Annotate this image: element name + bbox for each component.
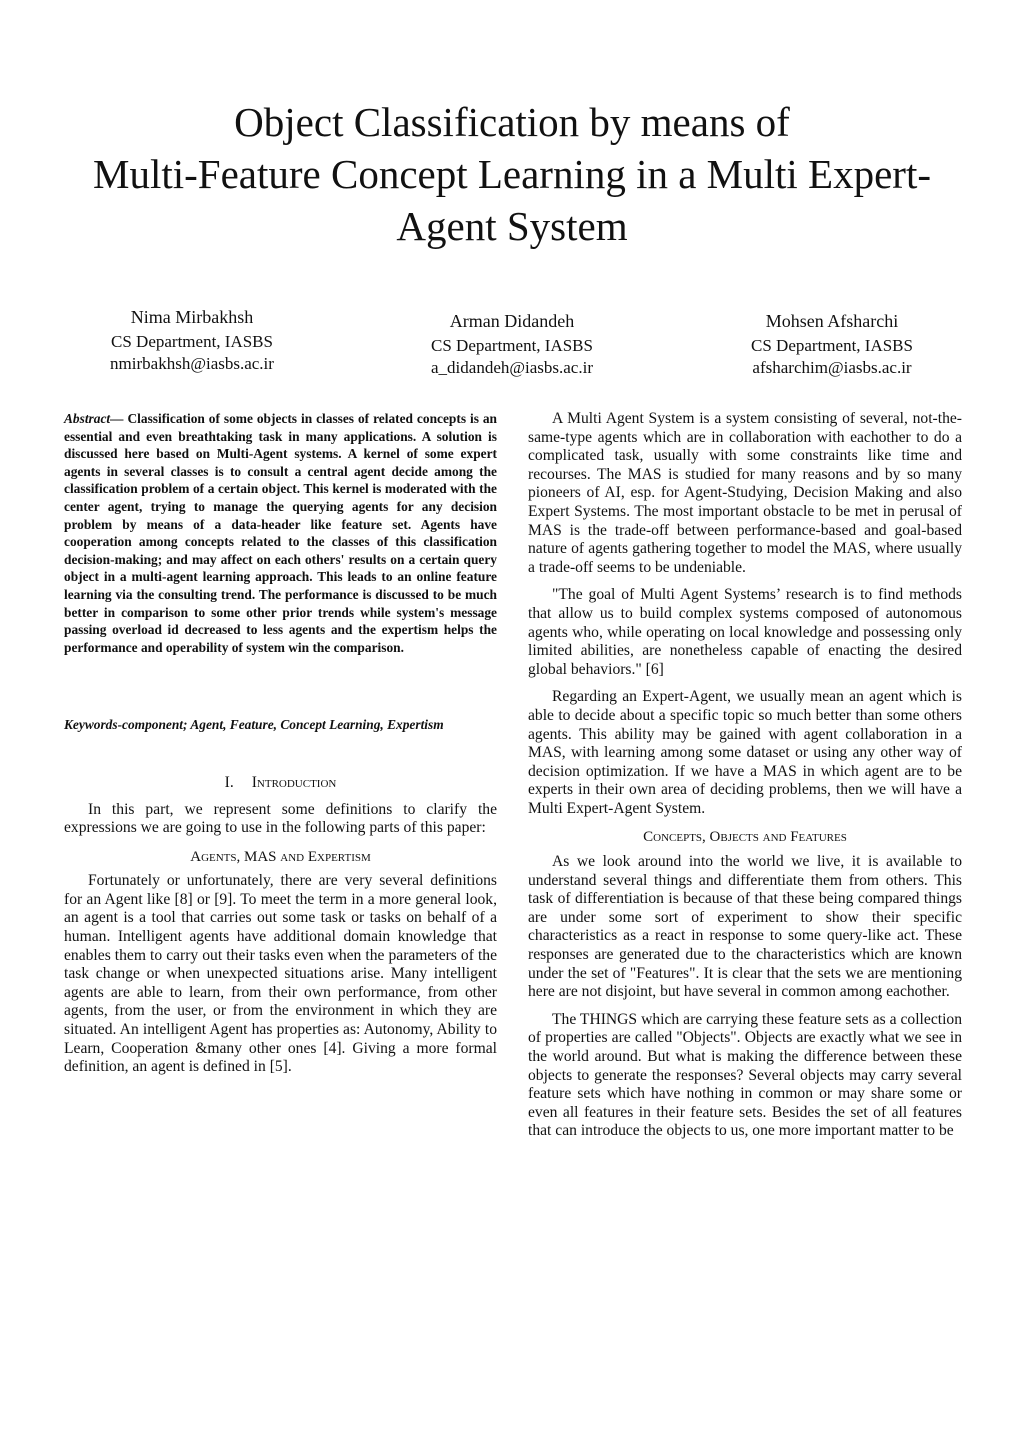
author-department: CS Department, IASBS — [751, 336, 913, 355]
author-name: Nima Mirbakhsh — [130, 307, 254, 327]
subsection-heading-agents: Agents, MAS and Expertism — [190, 848, 371, 865]
keywords: Keywords-component; Agent, Feature, Concept Learning, Expertism — [64, 717, 444, 733]
mas-quote-paragraph: "The goal of Multi Agent Systems’ research is to find methods that allow us to build complex systems composed of autonomous agents who, while operating on local knowledge and possessing only limited abilities, are nonetheless capable of enacting the desired global behaviors." [6] — [528, 586, 962, 678]
section-heading-introduction — [64, 774, 497, 793]
objects-paragraph: The THINGS which are carrying these feature sets as a collection of properties are called "Objects". Objects are exactly what we see in the world around. But what is making the difference between these objects to generate the responses? Several objects may carry several feature sets which have nothing in common or may share some or even all features in their feature sets. Besides the set of all features that can introduce the objects to us, one more important matter to be — [528, 1010, 962, 1140]
abstract — [64, 410, 497, 656]
author-block — [78, 306, 306, 375]
left-column — [64, 410, 497, 1086]
author-block — [718, 310, 946, 379]
title-line-2: Multi-Feature Concept Learning in a Multi Expert- — [93, 151, 931, 197]
author-email: a_didandeh@iasbs.ac.ir — [431, 358, 593, 377]
features-paragraph: As we look around into the world we live, it is available to understand several things and differentiate them from others. This task of differentiation is because of that these being compared things are under some sort of experiment to show their specific characteristics as a react in response to some query-like act. These responses are generated due to the characteristics which are known under the set of "Features". It is clear that the sets we are mentioning here are not disjoint, but have several in common among eachother. — [528, 853, 962, 1001]
author-name: Arman Didandeh — [449, 311, 575, 331]
abstract-label: Abstract— — [64, 411, 124, 426]
author-email: nmirbakhsh@iasbs.ac.ir — [110, 354, 274, 373]
right-column — [528, 410, 962, 1150]
agents-paragraph: Fortunately or unfortunately, there are very several definitions for an Agent like [8] or [9]. To meet the term in a more general look, an agent is a tool that carries out some task or tasks on behalf of a human. Intelligent agents have additional domain knowledge that enables them to carry out their tasks even when the parameters of the task change or when unexpected situations arise. Many intelligent agents are able to learn, from their own performance, from other agents, from the user, or from the environment in which they are situated. An intelligent Agent has properties as: Autonomy, Ability to Learn, Cooperation &many other ones [4]. Giving a more formal definition, an agent is defined in [5]. — [64, 872, 497, 1076]
expert-agent-paragraph: Regarding an Expert-Agent, we usually mean an agent which is able to decide about a specific topic so much better than some others agents. This ability may be gained with agent collaboration in a MAS, with learning among some dataset or using any other way of decision optimization. If we have a MAS in which agent are to be experts in their own area of deciding problems, then we will have a Multi Expert-Agent System. — [528, 688, 962, 817]
intro-paragraph: In this part, we represent some definitions to clarify the expressions we are going to use in the following parts of this paper: — [64, 800, 497, 837]
author-department: CS Department, IASBS — [431, 336, 593, 355]
subsection-heading-concepts: Concepts, Objects and Features — [643, 829, 847, 846]
author-department: CS Department, IASBS — [111, 332, 273, 351]
author-name: Mohsen Afsharchi — [765, 311, 899, 331]
title-line-1: Object Classification by means of — [234, 99, 790, 145]
mas-paragraph: A Multi Agent System is a system consisting of several, not-the-same-type agents which are in collaboration with eachother to do a complicated task, usually with some constraints like time and recourses. The MAS is studied for many reasons and by so many pioneers of AI, esp. for Agent-Studying, Decision Making and also Expert Systems. The most important obstacle to be met in perusal of MAS is the trade-off between performance-based and goal-based nature of agents gathering together to model the MAS, where usually a trade-off seems to be undeniable. — [528, 410, 962, 576]
section-number: I. — [224, 773, 234, 791]
author-block — [398, 310, 626, 379]
section-title: Introduction — [251, 773, 337, 791]
abstract-text: Classification of some objects in classes of related concepts is an essential and even breathtaking task in many applications. A solution is discussed here based on Multi-Agent systems. A kernel of some expert agents in several classes is to consult a central agent decide among the classification problem of a certain object. This kernel is moderated with the center agent, trying to manage the querying agents for any decision problem by means of a data-header like feature set. Agents have cooperation among concepts related to the classes of this classification decision-making; and may affect on each others' results on a certain query object in a multi-agent learning approach. This leads to an online feature learning via the consulting trend. The performance is discussed to be much better in comparison to some other prior trends while system's message passing overload id decreased to less agents and the expertism helps the performance and operability of system win the comparison. — [64, 411, 497, 655]
paper-title — [60, 96, 964, 252]
title-line-3: Agent System — [396, 203, 628, 249]
author-email: afsharchim@iasbs.ac.ir — [752, 358, 912, 377]
